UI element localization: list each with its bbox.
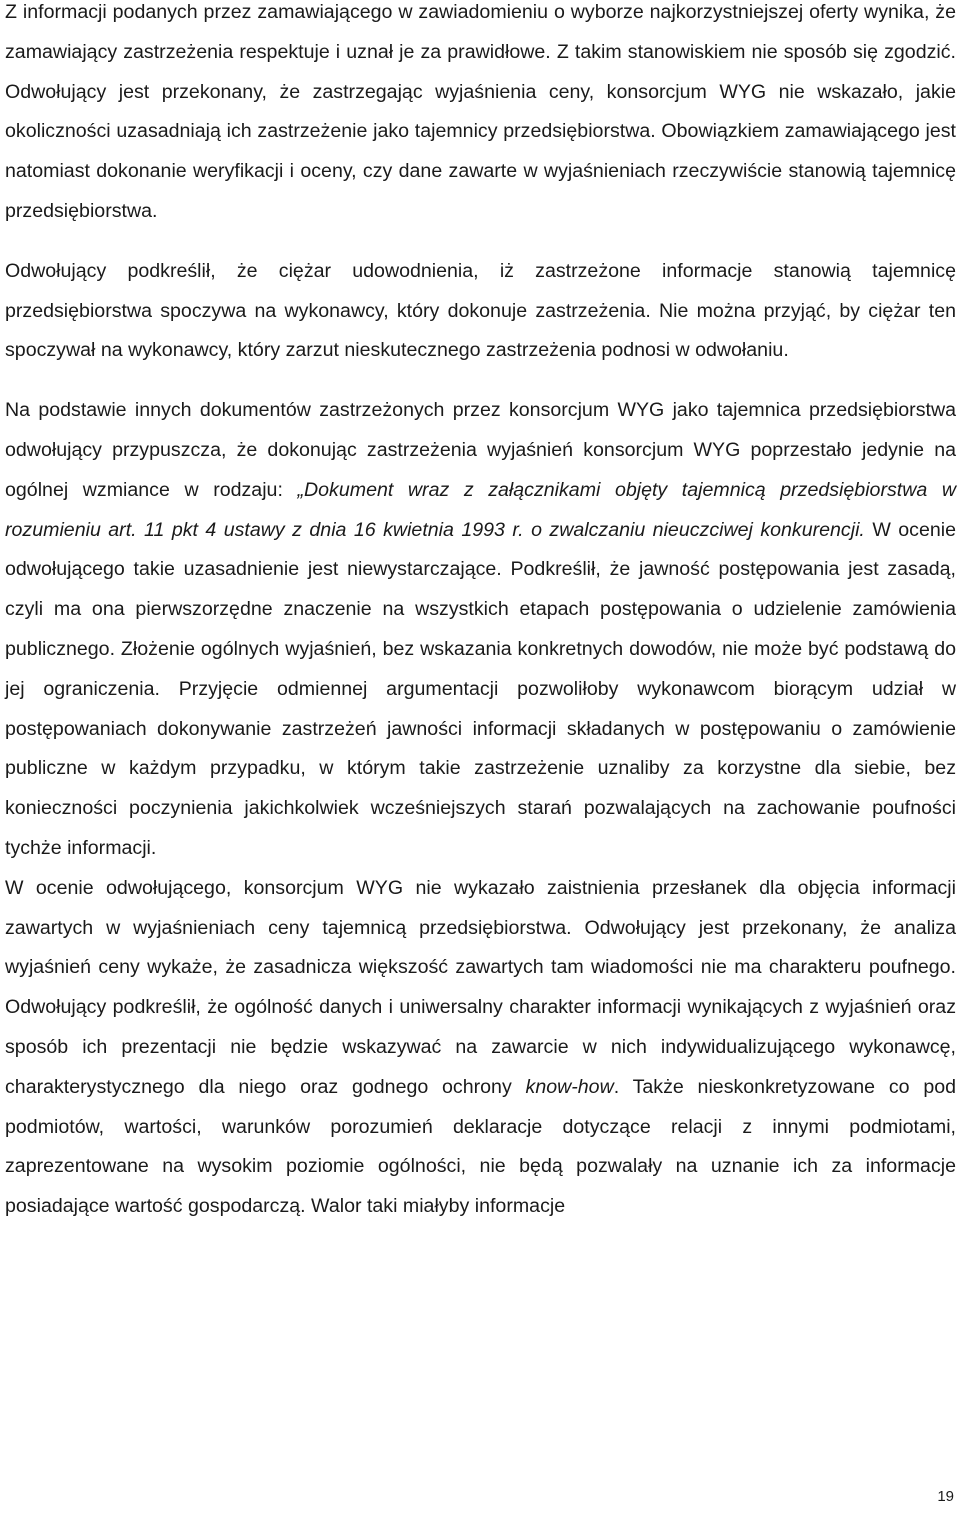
document-page	[5, 0, 956, 1227]
paragraph-3	[5, 391, 956, 869]
paragraph-4-text-b: . Także nieskonkretyzowane co pod podmiotów, wartości, warunków porozumień deklaracje dotyczące relacji z innymi podmiotami, zaprezentowane na wysokim poziomie ogólności, nie będą pozwalały na uznanie ich za informacje posiadające wartość gospodarczą. Walor taki miałyby informacje	[5, 1075, 957, 1218]
paragraph-3-quote: „Dokument wraz z załącznikami objęty tajemnicą przedsiębiorstwa w rozumieniu art. 11 pkt 4 ustawy z dnia 16 kwietnia 1993 r. o zwalczaniu nieuczciwej konkurencji.	[5, 478, 956, 541]
paragraph-gap	[5, 232, 956, 252]
page-number: 19	[937, 1488, 954, 1505]
paragraph-3-text-a: Na podstawie innych dokumentów zastrzeżonych przez konsorcjum WYG jako tajemnica przedsiębiorstwa odwołujący przypuszcza, że dokonując zastrzeżenia wyjaśnień konsorcjum WYG poprzestało jedynie na ogólnej wzmiance w rodzaju:	[5, 399, 956, 501]
paragraph-1-text: Z informacji podanych przez zamawiającego w zawiadomieniu o wyborze najkorzystniejszej oferty wynika, że zamawiający zastrzeżenia respektuje i uznał je za prawidłowe. Z takim stanowiskiem nie sposób się zgodzić. Odwołujący jest przekonany, że zastrzegając wyjaśnienia ceny, konsorcjum WYG nie wskazało, jakie okoliczności uzasadniają ich zastrzeżenie jako tajemnicy przedsiębiorstwa. Obowiązkiem zamawiającego jest natomiast dokonanie weryfikacji i oceny, czy dane zawarte w wyjaśnieniach rzeczywiście stanowią tajemnicę przedsiębiorstwa.	[5, 1, 956, 222]
paragraph-4	[5, 869, 956, 1227]
paragraph-4-text-a: W ocenie odwołującego, konsorcjum WYG nie wykazało zaistnienia przesłanek dla objęcia informacji zawartych w wyjaśnieniach ceny tajemnicą przedsiębiorstwa. Odwołujący jest przekonany, że analiza wyjaśnień ceny wykaże, że zasadnicza większość zawartych tam wiadomości nie ma charakteru poufnego. Odwołujący podkreślił, że ogólność danych i uniwersalny charakter informacji wynikających z wyjaśnień oraz sposób ich prezentacji nie będzie wskazywać na zawarcie w nich indywidualizującego wykonawcę, charakterystycznego dla niego oraz godnego ochrony	[5, 876, 956, 1098]
paragraph-gap	[5, 371, 956, 391]
paragraph-4-term: know-how	[525, 1075, 614, 1098]
paragraph-2-text: Odwołujący podkreślił, że ciężar udowodnienia, iż zastrzeżone informacje stanowią tajemnicę przedsiębiorstwa spoczywa na wykonawcy, który dokonuje zastrzeżenia. Nie można przyjąć, by ciężar ten spoczywał na wykonawcy, który zarzut nieskutecznego zastrzeżenia podnosi w odwołaniu.	[5, 259, 956, 362]
paragraph-3-text-b: W ocenie odwołującego takie uzasadnienie jest niewystarczające. Podkreślił, że jawność postępowania jest zasadą, czyli ma ona pierwszorzędne znaczenie na wszystkich etapach postępowania o udzielenie zamówienia publicznego. Złożenie ogólnych wyjaśnień, bez wskazania konkretnych dowodów, nie może być podstawą do jej ograniczenia. Przyjęcie odmiennej argumentacji pozwoliłoby wykonawcom biorącym udział w postępowaniach dokonywanie zastrzeżeń jawności informacji składanych w postępowaniu o zamówienie publiczne w każdym przypadku, w którym takie zastrzeżenie uznaliby za korzystne dla siebie, bez konieczności poczynienia jakichkolwiek wcześniejszych starań pozwalających na zachowanie poufności tychże informacji.	[5, 518, 956, 859]
paragraph-2	[5, 252, 956, 371]
paragraph-1	[5, 0, 956, 232]
